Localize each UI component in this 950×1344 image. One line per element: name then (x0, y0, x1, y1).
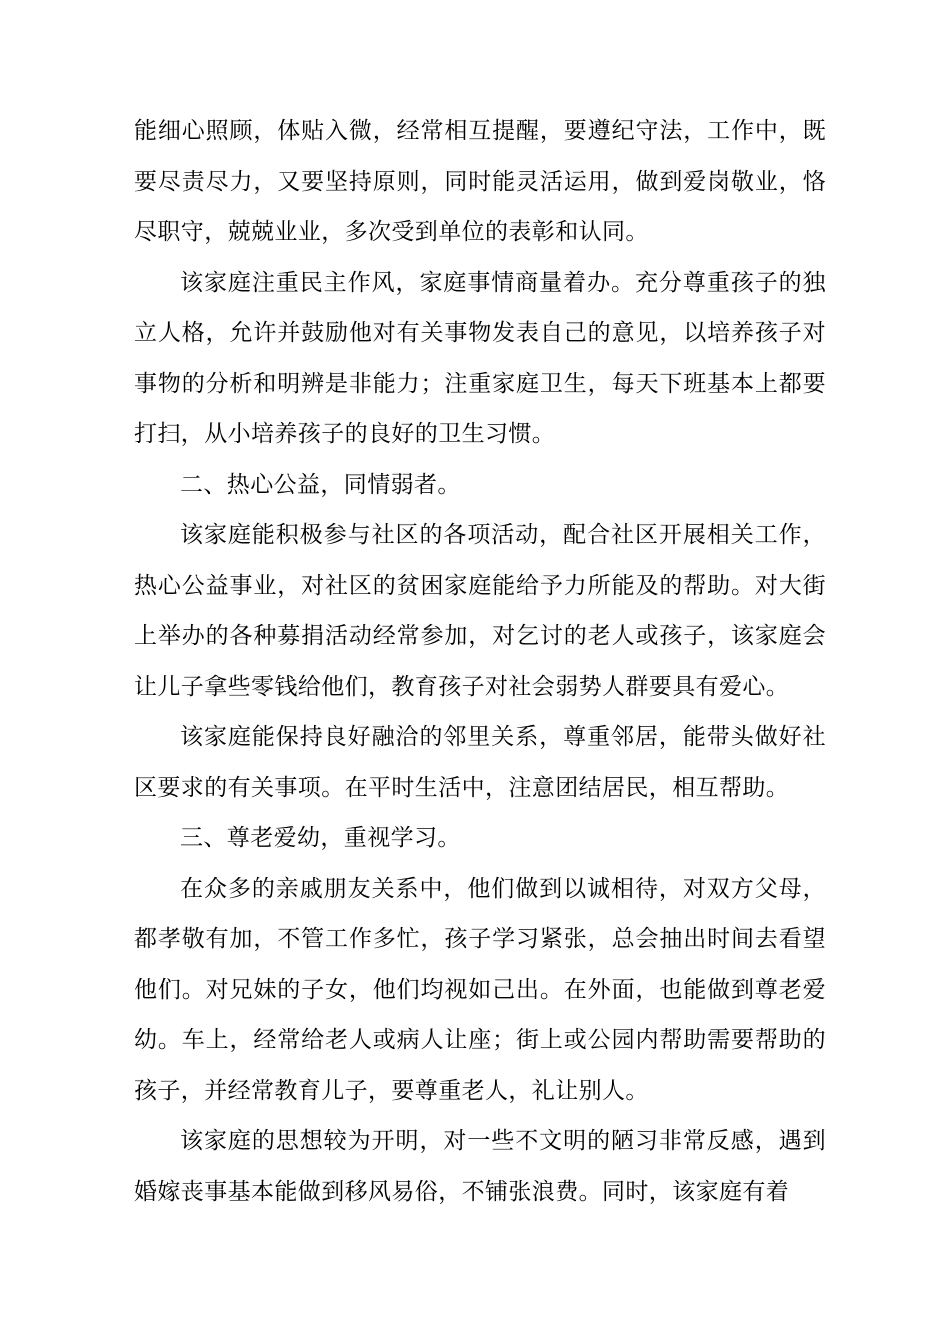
paragraph-relatives-and-elders: 在众多的亲戚朋友关系中，他们做到以诚相待，对双方父母，都孝敬有加，不管工作多忙，孩子学习紧张，总会抽出时间去看望他们。对兄妹的子女，他们均视如己出。在外面，也能做到尊老爱幼。车上，经常给老人或病人让座；街上或公园内帮助需要帮助的孩子，并经常教育儿子，要尊重老人，礼让别人。 (134, 875, 826, 1104)
paragraph-continuation: 能细心照顾，体贴入微，经常相互提醒，要遵纪守法，工作中，既要尽责尽力，又要坚持原则，同时能灵活运用，做到爱岗敬业，恪尽职守，兢兢业业，多次受到单位的表彰和认同。 (134, 118, 826, 245)
paragraph-democratic-style: 该家庭注重民主作风，家庭事情商量着办。充分尊重孩子的独立人格，允许并鼓励他对有关事物发表自己的意见，以培养孩子对事物的分析和明辨是非能力；注重家庭卫生，每天下班基本上都要打扫，从小培养孩子的良好的卫生习惯。 (134, 269, 826, 447)
paragraph-open-minded: 该家庭的思想较为开明，对一些不文明的陋习非常反感，遇到婚嫁丧事基本能做到移风易俗，不铺张浪费。同时，该家庭有着 (134, 1128, 826, 1205)
document-body (134, 106, 826, 1217)
section-heading-respect-elders: 三、尊老爱幼，重视学习。 (180, 825, 461, 851)
paragraph-community-activities: 该家庭能积极参与社区的各项活动，配合社区开展相关工作，热心公益事业，对社区的贫困家庭能给予力所能及的帮助。对大街上举办的各种募捐活动经常参加，对乞讨的老人或孩子，该家庭会让儿子拿些零钱给他们，教育孩子对社会弱势人群要具有爱心。 (134, 522, 826, 700)
section-heading-public-welfare: 二、热心公益，同情弱者。 (180, 471, 461, 498)
paragraph-neighbor-relations: 该家庭能保持良好融洽的邻里关系，尊重邻居，能带头做好社区要求的有关事项。在平时生活中，注意团结居民，相互帮助。 (134, 724, 826, 801)
